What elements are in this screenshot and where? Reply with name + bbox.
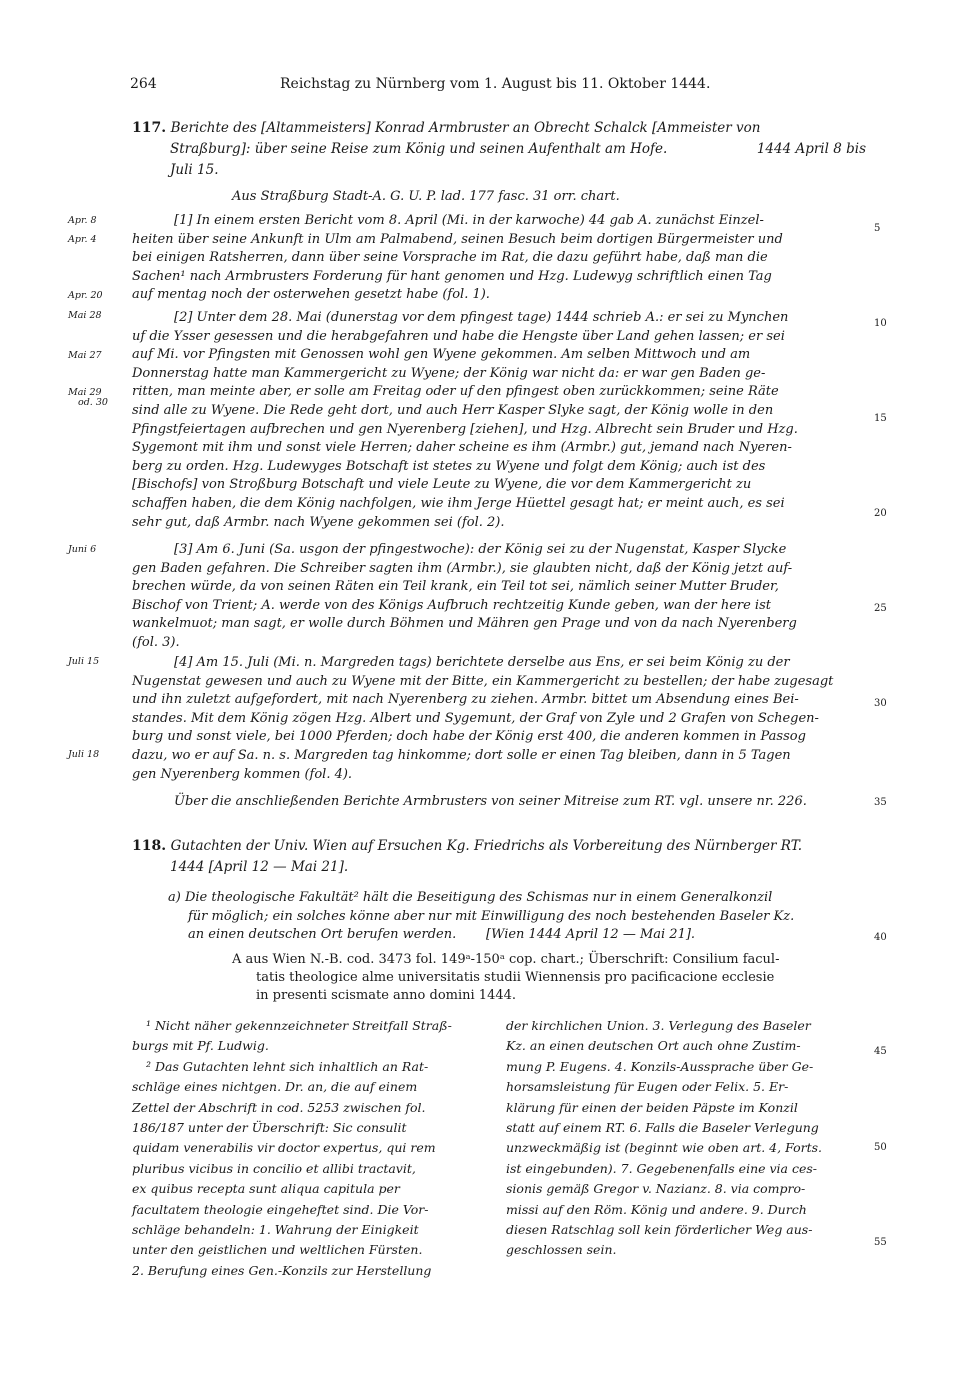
entry-117-title xyxy=(132,118,866,181)
running-title: Reichstag zu Nürnberg vom 1. August bis 11. Oktober 1444. xyxy=(280,76,711,92)
page-number: 264 xyxy=(130,76,157,92)
text-line: Sygemont mit ihm und sonst viele Herren; daher scheine es ihm (Armbr.) gut, jemand nach Nyeren- xyxy=(132,440,792,456)
footnote-line: der kirchlichen Union. 3. Verlegung des Baseler xyxy=(506,1018,811,1033)
text-line: sehr gut, daß Armbr. nach Wyene gekommen sei (fol. 2). xyxy=(132,514,505,530)
text-line: Sachen¹ nach Armbrusters Forderung für hant genomen und Hzg. Ludewyg schriftlich einen Tag xyxy=(132,268,772,284)
text-line: uf die Ysser gesessen und die herabgefahren und habe die Hengste über Land gehen lassen; er sei xyxy=(132,328,785,344)
paragraph-3 xyxy=(132,541,864,653)
footnote-line: ² Das Gutachten lehnt sich inhaltlich an Rat- xyxy=(146,1058,429,1074)
entry-117-source: Aus Straßburg Stadt-A. G. U. P. lad. 177 fasc. 31 orr. chart. xyxy=(232,189,620,204)
text-line: A aus Wien N.-B. cod. 3473 fol. 149ᵃ-150ᵃ cop. chart.; Überschrift: Consilium facul- xyxy=(232,952,780,967)
text-line: [Bischofs] von Stroßburg Botschaft und viele Leute zu Wyene, die vor dem Kammergericht zu xyxy=(132,477,752,493)
running-header xyxy=(130,76,870,98)
footnote-line: facultatem theologie eingeheftet sind. Die Vor- xyxy=(132,1201,429,1217)
margin-date: Juli 15 xyxy=(68,656,100,667)
line-number: 20 xyxy=(874,508,887,519)
entry-118-sub-a xyxy=(168,889,868,945)
text-line: heiten über seine Ankunft in Ulm am Palmabend, seinen Besuch beim dortigen Bürgermeister und xyxy=(132,231,783,247)
footnote-line: geschlossen sein. xyxy=(506,1242,617,1258)
footnote-line: mung P. Eugens. 4. Konzils-Aussprache über Ge- xyxy=(506,1058,814,1074)
footnote-line: pluribus vicibus in concilio et allibi tractavit, xyxy=(132,1160,416,1176)
footnote-line: statt auf einem RT. 6. Falls die Baseler Verlegung xyxy=(506,1120,819,1136)
margin-date: Apr. 4 xyxy=(68,234,97,245)
footnote-line: schläge behandeln: 1. Wahrung der Einigkeit xyxy=(132,1222,419,1238)
paragraph-1 xyxy=(132,212,864,305)
text-line: auf Mi. vor Pfingsten mit Genossen wohl gen Wyene gekommen. Am selben Mittwoch und am xyxy=(132,347,751,363)
text-line: ritten, man meinte aber, er solle am Freitag oder uf den pfingest oben zurückkommen; seine Räte xyxy=(132,384,779,400)
margin-date: Mai 27 xyxy=(68,350,102,361)
footnote-line: missi auf den Röm. König und andere. 9. Durch xyxy=(506,1201,807,1217)
entry-117-number: 117. xyxy=(132,120,167,136)
footnote-line: horsamsleistung für Eugen oder Felix. 5. Er- xyxy=(506,1079,789,1095)
entry-118-source xyxy=(232,951,864,1005)
text-line: schaffen haben, die dem König nachfolgen, wie ihm Jerge Hüettel gesagt hat; er meint auch, es sei xyxy=(132,495,785,511)
line-number: 15 xyxy=(874,413,887,424)
entry-118-title-line2: 1444 [April 12 — Mai 21]. xyxy=(170,859,349,875)
footnote-line: quidam venerabilis vir doctor expertus, qui rem xyxy=(132,1140,436,1156)
text-line: (fol. 3). xyxy=(132,634,180,650)
paragraph-4 xyxy=(132,654,864,784)
footnote-line: schläge eines nichtgen. Dr. an, die auf einem xyxy=(132,1079,418,1095)
footnote-line: sionis gemäß Gregor v. Nazianz. 8. via compro- xyxy=(506,1181,806,1197)
footnotes-left xyxy=(132,1016,492,1281)
text-line: gen Nyerenberg kommen (fol. 4). xyxy=(132,766,353,782)
footnote-line: Zettel der Abschrift in cod. 5253 zwischen fol. xyxy=(132,1099,426,1115)
footnote-line: Kz. an einen deutschen Ort auch ohne Zustim- xyxy=(506,1038,801,1054)
text-line: tatis theologice alme universitatis studii Wiennensis pro pacificacione ecclesie xyxy=(256,970,775,985)
text-line: wankelmuot; man sagt, er wolle durch Böhmen und Mähren gen Prage und von da nach Nyerenberg xyxy=(132,616,797,632)
footnote-line: diesen Ratschlag soll kein förderlicher Weg aus- xyxy=(506,1222,813,1238)
text-line: und ihn zuletzt aufgefordert, mit nach Nyerenberg zu ziehen. Armbr. bittet um Absendung eines Bei- xyxy=(132,692,799,708)
margin-date: Juli 18 xyxy=(68,749,100,760)
margin-date: Mai 28 xyxy=(68,310,102,321)
text-line: brechen würde, da von seinen Räten ein Teil krank, ein Teil tot sei, nämlich seiner Mutter Bruder, xyxy=(132,579,779,595)
text-line: [1] In einem ersten Bericht vom 8. April (Mi. in der karwoche) 44 gab A. zunächst Einzel- xyxy=(174,213,764,228)
paragraph-2 xyxy=(132,309,864,532)
footnote-line: klärung für einen der beiden Päpste im Konzil xyxy=(506,1099,798,1115)
line-number: 45 xyxy=(874,1046,887,1057)
text-line: sind alle zu Wyene. Die Rede geht dort, und auch Herr Kasper Slyke sagt, der König wolle in den xyxy=(132,402,774,418)
text-line: Nugenstat gewesen und auch zu Wyene mit der Bitte, ein Kammergericht zu bestellen; der habe zugesagt xyxy=(132,673,834,689)
text-line: [4] Am 15. Juli (Mi. n. Margreden tags) berichtete derselbe aus Ens, er sei beim König zu der xyxy=(174,655,790,670)
text-line: burg und sonst viele, bei 1000 Pferden; doch habe der König erst 400, die anderen kommen in Passog xyxy=(132,729,806,745)
entry-118-number: 118. xyxy=(132,838,167,854)
text-line: bei einigen Ratsherren, dann über seine Vorsprache im Rat, die dazu geführt habe, daß man die xyxy=(132,250,768,266)
footnote-line: unzweckmäßig ist (beginnt wie oben art. 4, Forts. xyxy=(506,1140,822,1156)
text-line: in presenti scismate anno domini 1444. xyxy=(256,988,517,1003)
footnotes-right xyxy=(506,1016,868,1261)
text-line: berg zu orden. Hzg. Ludewyges Botschaft ist stetes zu Wyene und folgt dem König; auch ist des xyxy=(132,458,766,474)
text-line: a) Die theologische Fakultät² hält die Beseitigung des Schismas nur in einem Generalkonzil xyxy=(168,890,773,905)
footnote-line: ex quibus recepta sunt aliqua capitula per xyxy=(132,1181,400,1197)
line-number: 35 xyxy=(874,797,887,808)
line-number: 40 xyxy=(874,932,887,943)
closing-note: Über die anschließenden Berichte Armbrusters von seiner Mitreise zum RT. vgl. unsere nr. 226. xyxy=(174,794,807,809)
margin-date: Apr. 8 xyxy=(68,215,97,226)
footnote-line: unter den geistlichen und weltlichen Fürsten. xyxy=(132,1242,423,1258)
text-line: an einen deutschen Ort berufen werden. xyxy=(188,927,457,943)
entry-118-date: [Wien 1444 April 12 — Mai 21]. xyxy=(486,927,696,943)
entry-118-title-line1: Gutachten der Univ. Wien auf Ersuchen Kg. Friedrichs als Vorbereitung des Nürnberger RT. xyxy=(170,838,803,854)
text-line: Donnerstag hatte man Kammergericht zu Wyene; der König war nicht da: er war gen Baden ge- xyxy=(132,365,766,381)
footnote-line: 186/187 unter der Überschrift: Sic consulit xyxy=(132,1120,407,1136)
margin-date: od. 30 xyxy=(78,397,108,408)
footnote-line: 2. Berufung eines Gen.-Konzils zur Herstellung xyxy=(132,1262,432,1278)
line-number: 55 xyxy=(874,1237,887,1248)
text-line: gen Baden gefahren. Die Schreiber sagten ihm (Armbr.), sie glaubten nicht, daß der König jetzt auf- xyxy=(132,560,793,576)
entry-117-title-line3: Juli 15. xyxy=(170,162,219,178)
text-line: für möglich; ein solches könne aber nur mit Einwilligung des noch bestehenden Baseler Kz. xyxy=(188,908,795,924)
entry-118-title xyxy=(132,836,866,878)
footnote-line: ist eingebunden). 7. Gegebenenfalls eine via ces- xyxy=(506,1160,818,1176)
line-number: 50 xyxy=(874,1142,887,1153)
text-line: dazu, wo er auf Sa. n. s. Margreden tag hinkomme; dort solle er einen Tag bleiben, dann in 5 Tagen xyxy=(132,747,791,763)
line-number: 25 xyxy=(874,603,887,614)
line-number: 5 xyxy=(874,223,881,234)
entry-117-date: 1444 April 8 bis xyxy=(756,141,866,157)
margin-date: Juni 6 xyxy=(68,544,97,555)
margin-date: Apr. 20 xyxy=(68,290,103,301)
margin-date: Mai 29 xyxy=(68,387,102,398)
text-line: standes. Mit dem König zögen Hzg. Albert und Sygemunt, der Graf von Zyle und 2 Grafen von Schegen- xyxy=(132,710,819,726)
entry-117-title-line1: Berichte des [Altammeisters] Konrad Armbruster an Obrecht Schalck [Ammeister von xyxy=(170,120,761,136)
text-line: auf mentag noch der osterwehen gesetzt habe (fol. 1). xyxy=(132,287,490,303)
entry-117-title-line2: Straßburg]: über seine Reise zum König und seinen Aufenthalt am Hofe. xyxy=(170,141,668,157)
text-line: Pfingstfeiertagen aufbrechen und gen Nyerenberg [ziehen], und Hzg. Albrecht sein Bruder und Hzg. xyxy=(132,421,798,437)
text-line: [2] Unter dem 28. Mai (dunerstag vor dem pfingest tage) 1444 schrieb A.: er sei zu Mynchen xyxy=(174,310,789,325)
text-line: [3] Am 6. Juni (Sa. usgon der pfingestwoche): der König sei zu der Nugenstat, Kasper Slycke xyxy=(174,542,787,557)
text-line: Bischof von Trient; A. werde von des Königs Aufbruch rechtzeitig Kunde geben, wan der here ist xyxy=(132,597,771,613)
line-number: 10 xyxy=(874,318,887,329)
footnote-line: ¹ Nicht näher gekennzeichneter Streitfall Straß- xyxy=(146,1018,452,1033)
footnote-line: burgs mit Pf. Ludwig. xyxy=(132,1038,269,1054)
line-number: 30 xyxy=(874,698,887,709)
